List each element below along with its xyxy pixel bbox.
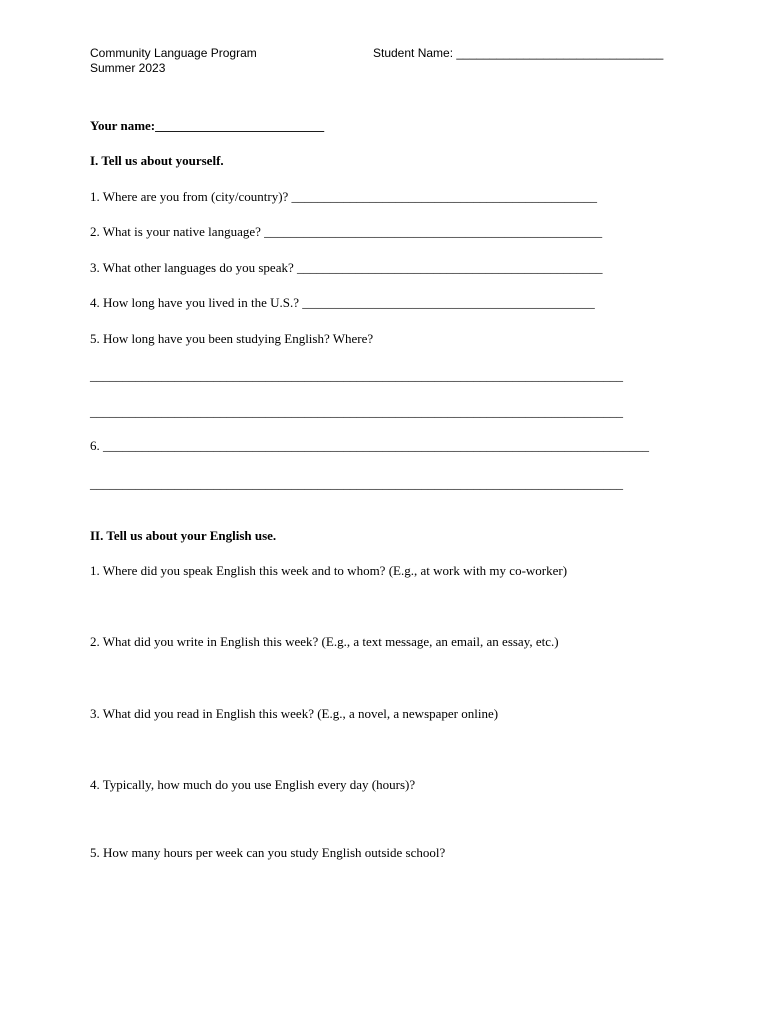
section-2-question-5: 5. How many hours per week can you study English outside school? bbox=[90, 845, 446, 860]
answer-line[interactable]: __________________________________________________________________________________ bbox=[90, 404, 623, 419]
your-name-field[interactable]: Your name:__________________________ bbox=[90, 118, 325, 133]
question-2-native-language[interactable]: 2. What is your native language? ____________________________________________________ bbox=[90, 224, 603, 239]
question-5-english-study: 5. How long have you been studying English? Where? bbox=[90, 331, 374, 346]
question-3-other-languages[interactable]: 3. What other languages do you speak? _______________________________________________ bbox=[90, 260, 603, 275]
section-2-question-1: 1. Where did you speak English this week and to whom? (E.g., at work with my co-worker) bbox=[90, 563, 568, 578]
section-2-heading: II. Tell us about your English use. bbox=[90, 528, 277, 543]
header-term: Summer 2023 bbox=[90, 61, 166, 75]
section-2-question-4: 4. Typically, how much do you use English every day (hours)? bbox=[90, 777, 416, 792]
answer-line[interactable]: __________________________________________________________________________________ bbox=[90, 476, 623, 491]
question-1-origin[interactable]: 1. Where are you from (city/country)? _______________________________________________ bbox=[90, 189, 598, 204]
question-6-line[interactable]: 6. ____________________________________________________________________________________ bbox=[90, 438, 649, 453]
header-program: Community Language Program bbox=[90, 46, 257, 60]
answer-line[interactable]: __________________________________________________________________________________ bbox=[90, 368, 623, 383]
section-1-heading: I. Tell us about yourself. bbox=[90, 153, 224, 168]
student-name-field[interactable]: Student Name: _______________________________ bbox=[373, 46, 664, 60]
section-2-question-2: 2. What did you write in English this week? (E.g., a text message, an email, an essay, etc.) bbox=[90, 634, 559, 649]
section-2-question-3: 3. What did you read in English this week? (E.g., a novel, a newspaper online) bbox=[90, 706, 499, 721]
question-4-time-in-us[interactable]: 4. How long have you lived in the U.S.? _____________________________________________ bbox=[90, 295, 595, 310]
